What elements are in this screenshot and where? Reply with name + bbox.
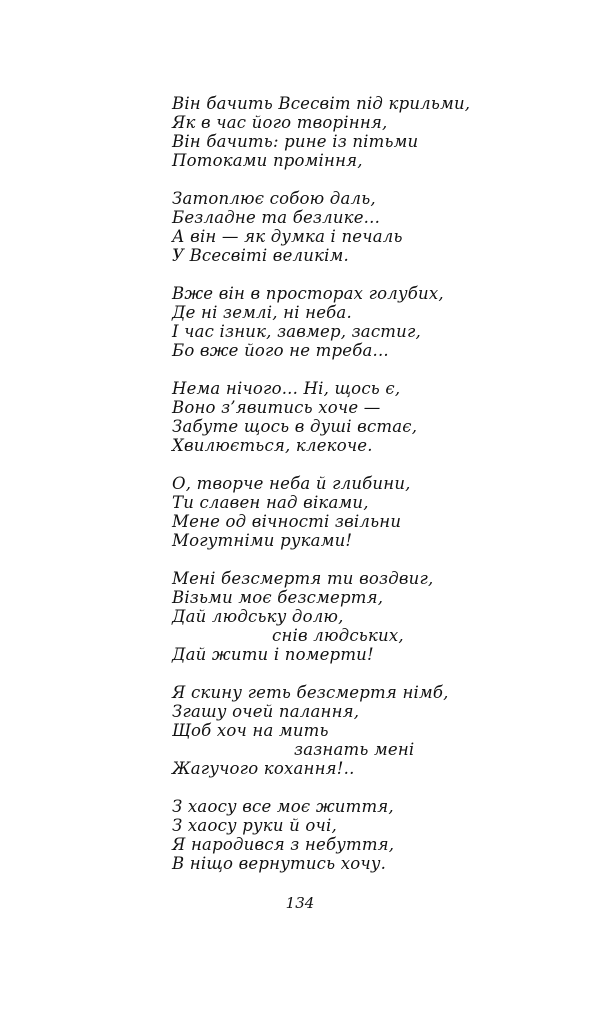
stanza [172, 683, 572, 778]
poem-line: І час ізник, завмер, застиг, [172, 322, 421, 341]
poem-line: У Всесвіті великім. [172, 246, 349, 265]
poem-line: Згашу очей палання, [172, 702, 360, 721]
poem [172, 94, 572, 892]
poem-line: Де ні землі, ні неба. [172, 303, 352, 322]
stanza [172, 569, 572, 664]
poem-line: Вже він в просторах голубих, [172, 284, 444, 303]
poem-line: Безладне та безлике... [172, 208, 381, 227]
poem-line: Воно з’явитись хоче — [172, 398, 381, 417]
poem-line: Дай жити і померти! [172, 645, 374, 664]
poem-line: Дай людську долю, [172, 607, 344, 626]
poem-line: Затоплює собою даль, [172, 189, 376, 208]
page-number: 134 [285, 894, 315, 912]
poem-line: Я скину геть безсмертя німб, [172, 683, 449, 702]
poem-line: Мені безсмертя ти воздвиг, [172, 569, 434, 588]
poem-line: Він бачить: рине із пітьми [172, 132, 419, 151]
stanza [172, 474, 572, 550]
poem-line: Я народився з небуття, [172, 835, 395, 854]
poem-line: Потоками проміння, [172, 151, 363, 170]
poem-line: А він — як думка і печаль [172, 227, 403, 246]
poem-line: Бо вже його не треба... [172, 341, 389, 360]
stanza [172, 189, 572, 265]
stanza [172, 94, 572, 170]
poem-line: Забуте щось в душі встає, [172, 417, 418, 436]
poem-line: Ти славен над віками, [172, 493, 369, 512]
poem-line: З хаосу руки й очі, [172, 816, 337, 835]
stanza [172, 284, 572, 360]
poem-line: О, творче неба й глибини, [172, 474, 411, 493]
stanza [172, 379, 572, 455]
poem-line: Жагучого кохання!.. [172, 759, 355, 778]
poem-line: Як в час його творіння, [172, 113, 388, 132]
poem-line: В ніщо вернутись хочу. [172, 854, 387, 873]
poem-line: Мене од вічності звільни [172, 512, 402, 531]
poem-line: Могутніми руками! [172, 531, 353, 550]
poem-line-indented: зазнать мені [294, 740, 415, 759]
poem-line: З хаосу все моє життя, [172, 797, 394, 816]
poem-line: Візьми моє безсмертя, [172, 588, 384, 607]
stanza [172, 797, 572, 873]
poem-line-indented: снів людських, [272, 626, 404, 645]
poem-line: Нема нічого... Ні, щось є, [172, 379, 401, 398]
poem-line: Він бачить Всесвіт під крильми, [172, 94, 471, 113]
poem-line: Щоб хоч на мить [172, 721, 329, 740]
poem-line: Хвилюється, клекоче. [172, 436, 373, 455]
